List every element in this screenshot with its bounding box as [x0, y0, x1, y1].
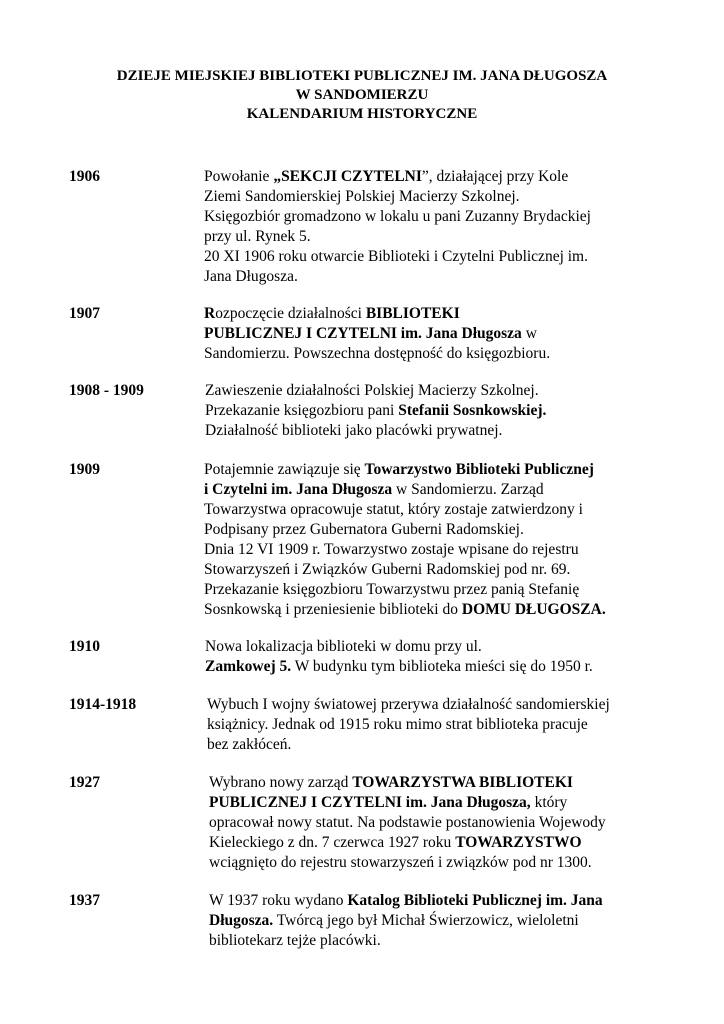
description-line — [207, 695, 610, 715]
text-segment: Jana Długosza. — [204, 268, 298, 285]
bold-text: Towarzystwo Biblioteki Publicznej — [364, 461, 594, 478]
description-line — [205, 421, 546, 441]
description-line — [204, 500, 606, 520]
description-line — [204, 187, 591, 207]
text-segment: Księgozbiór gromadzono w lokalu u pani Zuzanny Brydackiej — [204, 208, 591, 225]
text-segment: w Sandomierzu. Zarząd — [392, 481, 544, 498]
bold-text: PUBLICZNEJ I CZYTELNI im. Jana Długosza — [204, 325, 522, 342]
entry-year: 1927 — [69, 774, 100, 791]
description-line — [204, 580, 606, 600]
title-line-1: DZIEJE MIEJSKIEJ BIBLIOTEKI PUBLICZNEJ IM. JANA DŁUGOSZA — [116, 68, 608, 84]
entry-description — [204, 460, 606, 620]
text-segment: Wybrano nowy zarząd — [209, 774, 353, 791]
text-segment: Sosnkowską i przeniesienie biblioteki do — [204, 601, 462, 618]
entry-description — [209, 891, 603, 951]
text-segment: Działalność biblioteki jako placówki prywatnej. — [205, 422, 503, 439]
description-line — [205, 381, 546, 401]
description-line — [207, 735, 610, 755]
text-segment: Zawieszenie działalności Polskiej Macierzy Szkolnej. — [205, 382, 539, 399]
description-line — [209, 793, 606, 813]
entry-year: 1908 - 1909 — [69, 382, 144, 399]
bold-text: DOMU DŁUGOSZA. — [461, 601, 606, 618]
text-segment: Twórcą jego był Michał Świerzowicz, wieloletni — [273, 912, 579, 929]
description-line — [207, 715, 610, 735]
bold-text: BIBLIOTEKI — [365, 305, 460, 322]
entry-description — [207, 695, 610, 755]
text-segment: Przekazanie księgozbioru pani — [205, 402, 399, 419]
description-line — [204, 167, 591, 187]
bold-text: Stefanii Sosnkowskiej. — [398, 402, 547, 419]
entry-description — [204, 304, 550, 364]
description-line — [204, 344, 550, 364]
entry-year: 1907 — [69, 305, 100, 322]
text-segment: Podpisany przez Gubernatora Guberni Radomskiej. — [204, 521, 524, 538]
description-line — [204, 520, 606, 540]
document-title — [0, 67, 724, 124]
bold-text: „SEKCJI CZYTELNI — [273, 168, 422, 185]
description-line — [205, 657, 593, 677]
text-segment: wciągnięto do rejestru stowarzyszeń i związków pod nr 1300. — [209, 854, 592, 871]
text-segment: bez zakłóceń. — [207, 736, 292, 753]
bold-text: TOWARZYSTWA BIBLIOTEKI — [352, 774, 573, 791]
title-line-3: KALENDARIUM HISTORYCZNE — [246, 106, 478, 122]
bold-text: Katalog Biblioteki Publicznej im. Jana — [347, 892, 603, 909]
entry-year: 1937 — [69, 892, 100, 909]
text-segment: w — [521, 325, 537, 342]
title-line-2: W SANDOMIERZU — [295, 87, 429, 103]
entry-description — [204, 167, 591, 287]
text-segment: opracował nowy statut. Na podstawie postanowienia Wojewody — [209, 814, 606, 831]
description-line — [209, 853, 606, 873]
description-line — [209, 773, 606, 793]
bold-text: R — [204, 305, 216, 322]
description-line — [204, 267, 591, 287]
description-line — [209, 931, 603, 951]
description-line — [209, 891, 603, 911]
text-segment: Przekazanie księgozbioru Towarzystwu przez panią Stefanię — [204, 581, 580, 598]
description-line — [209, 911, 603, 931]
text-segment: W budynku tym biblioteka mieści się do 1950 r. — [291, 658, 593, 675]
text-segment: Sandomierzu. Powszechna dostępność do księgozbioru. — [204, 345, 551, 362]
text-segment: 20 XI 1906 roku otwarcie Biblioteki i Czytelni Publicznej im. — [204, 248, 588, 265]
bold-text: TOWARZYSTWO — [455, 834, 582, 851]
text-segment: książnicy. Jednak od 1915 roku mimo strat biblioteka pracuje — [207, 716, 588, 733]
text-segment: ozpoczęcie działalności — [215, 305, 366, 322]
entry-year: 1906 — [69, 168, 100, 185]
description-line — [205, 637, 593, 657]
entry-description — [205, 381, 546, 441]
bold-text: Długosza. — [209, 912, 274, 929]
description-line — [204, 304, 550, 324]
description-line — [204, 540, 606, 560]
text-segment: Nowa lokalizacja biblioteki w domu przy ul. — [205, 638, 482, 655]
description-line — [209, 813, 606, 833]
text-segment: Powołanie — [204, 168, 274, 185]
text-segment: Wybuch I wojny światowej przerywa działalność sandomierskiej — [207, 696, 610, 713]
entry-description — [205, 637, 593, 677]
entry-year: 1914-1918 — [69, 696, 137, 713]
description-line — [209, 833, 606, 853]
entry-year: 1909 — [69, 461, 100, 478]
description-line — [205, 401, 546, 421]
text-segment: który — [530, 794, 568, 811]
text-segment: przy ul. Rynek 5. — [204, 228, 311, 245]
description-line — [204, 460, 606, 480]
text-segment: Kieleckiego z dn. 7 czerwca 1927 roku — [209, 834, 456, 851]
text-segment: Towarzystwa opracowuje statut, który zostaje zatwierdzony i — [204, 501, 583, 518]
text-segment: bibliotekarz tejże placówki. — [209, 932, 381, 949]
text-segment: W 1937 roku wydano — [209, 892, 348, 909]
description-line — [204, 560, 606, 580]
text-segment: Ziemi Sandomierskiej Polskiej Macierzy Szkolnej. — [204, 188, 520, 205]
description-line — [204, 247, 591, 267]
text-segment: Potajemnie zawiązuje się — [204, 461, 365, 478]
bold-text: Zamkowej 5. — [205, 658, 292, 675]
text-segment: ”, działającej przy Kole — [421, 168, 569, 185]
text-segment: Stowarzyszeń i Związków Guberni Radomskiej pod nr. 69. — [204, 561, 571, 578]
description-line — [204, 324, 550, 344]
description-line — [204, 207, 591, 227]
bold-text: i Czytelni im. Jana Długosza — [204, 481, 393, 498]
description-line — [204, 227, 591, 247]
entry-description — [209, 773, 606, 873]
text-segment: Dnia 12 VI 1909 r. Towarzystwo zostaje wpisane do rejestru — [204, 541, 579, 558]
description-line — [204, 600, 606, 620]
entry-year: 1910 — [69, 638, 100, 655]
description-line — [204, 480, 606, 500]
bold-text: PUBLICZNEJ I CZYTELNI im. Jana Długosza, — [209, 794, 531, 811]
